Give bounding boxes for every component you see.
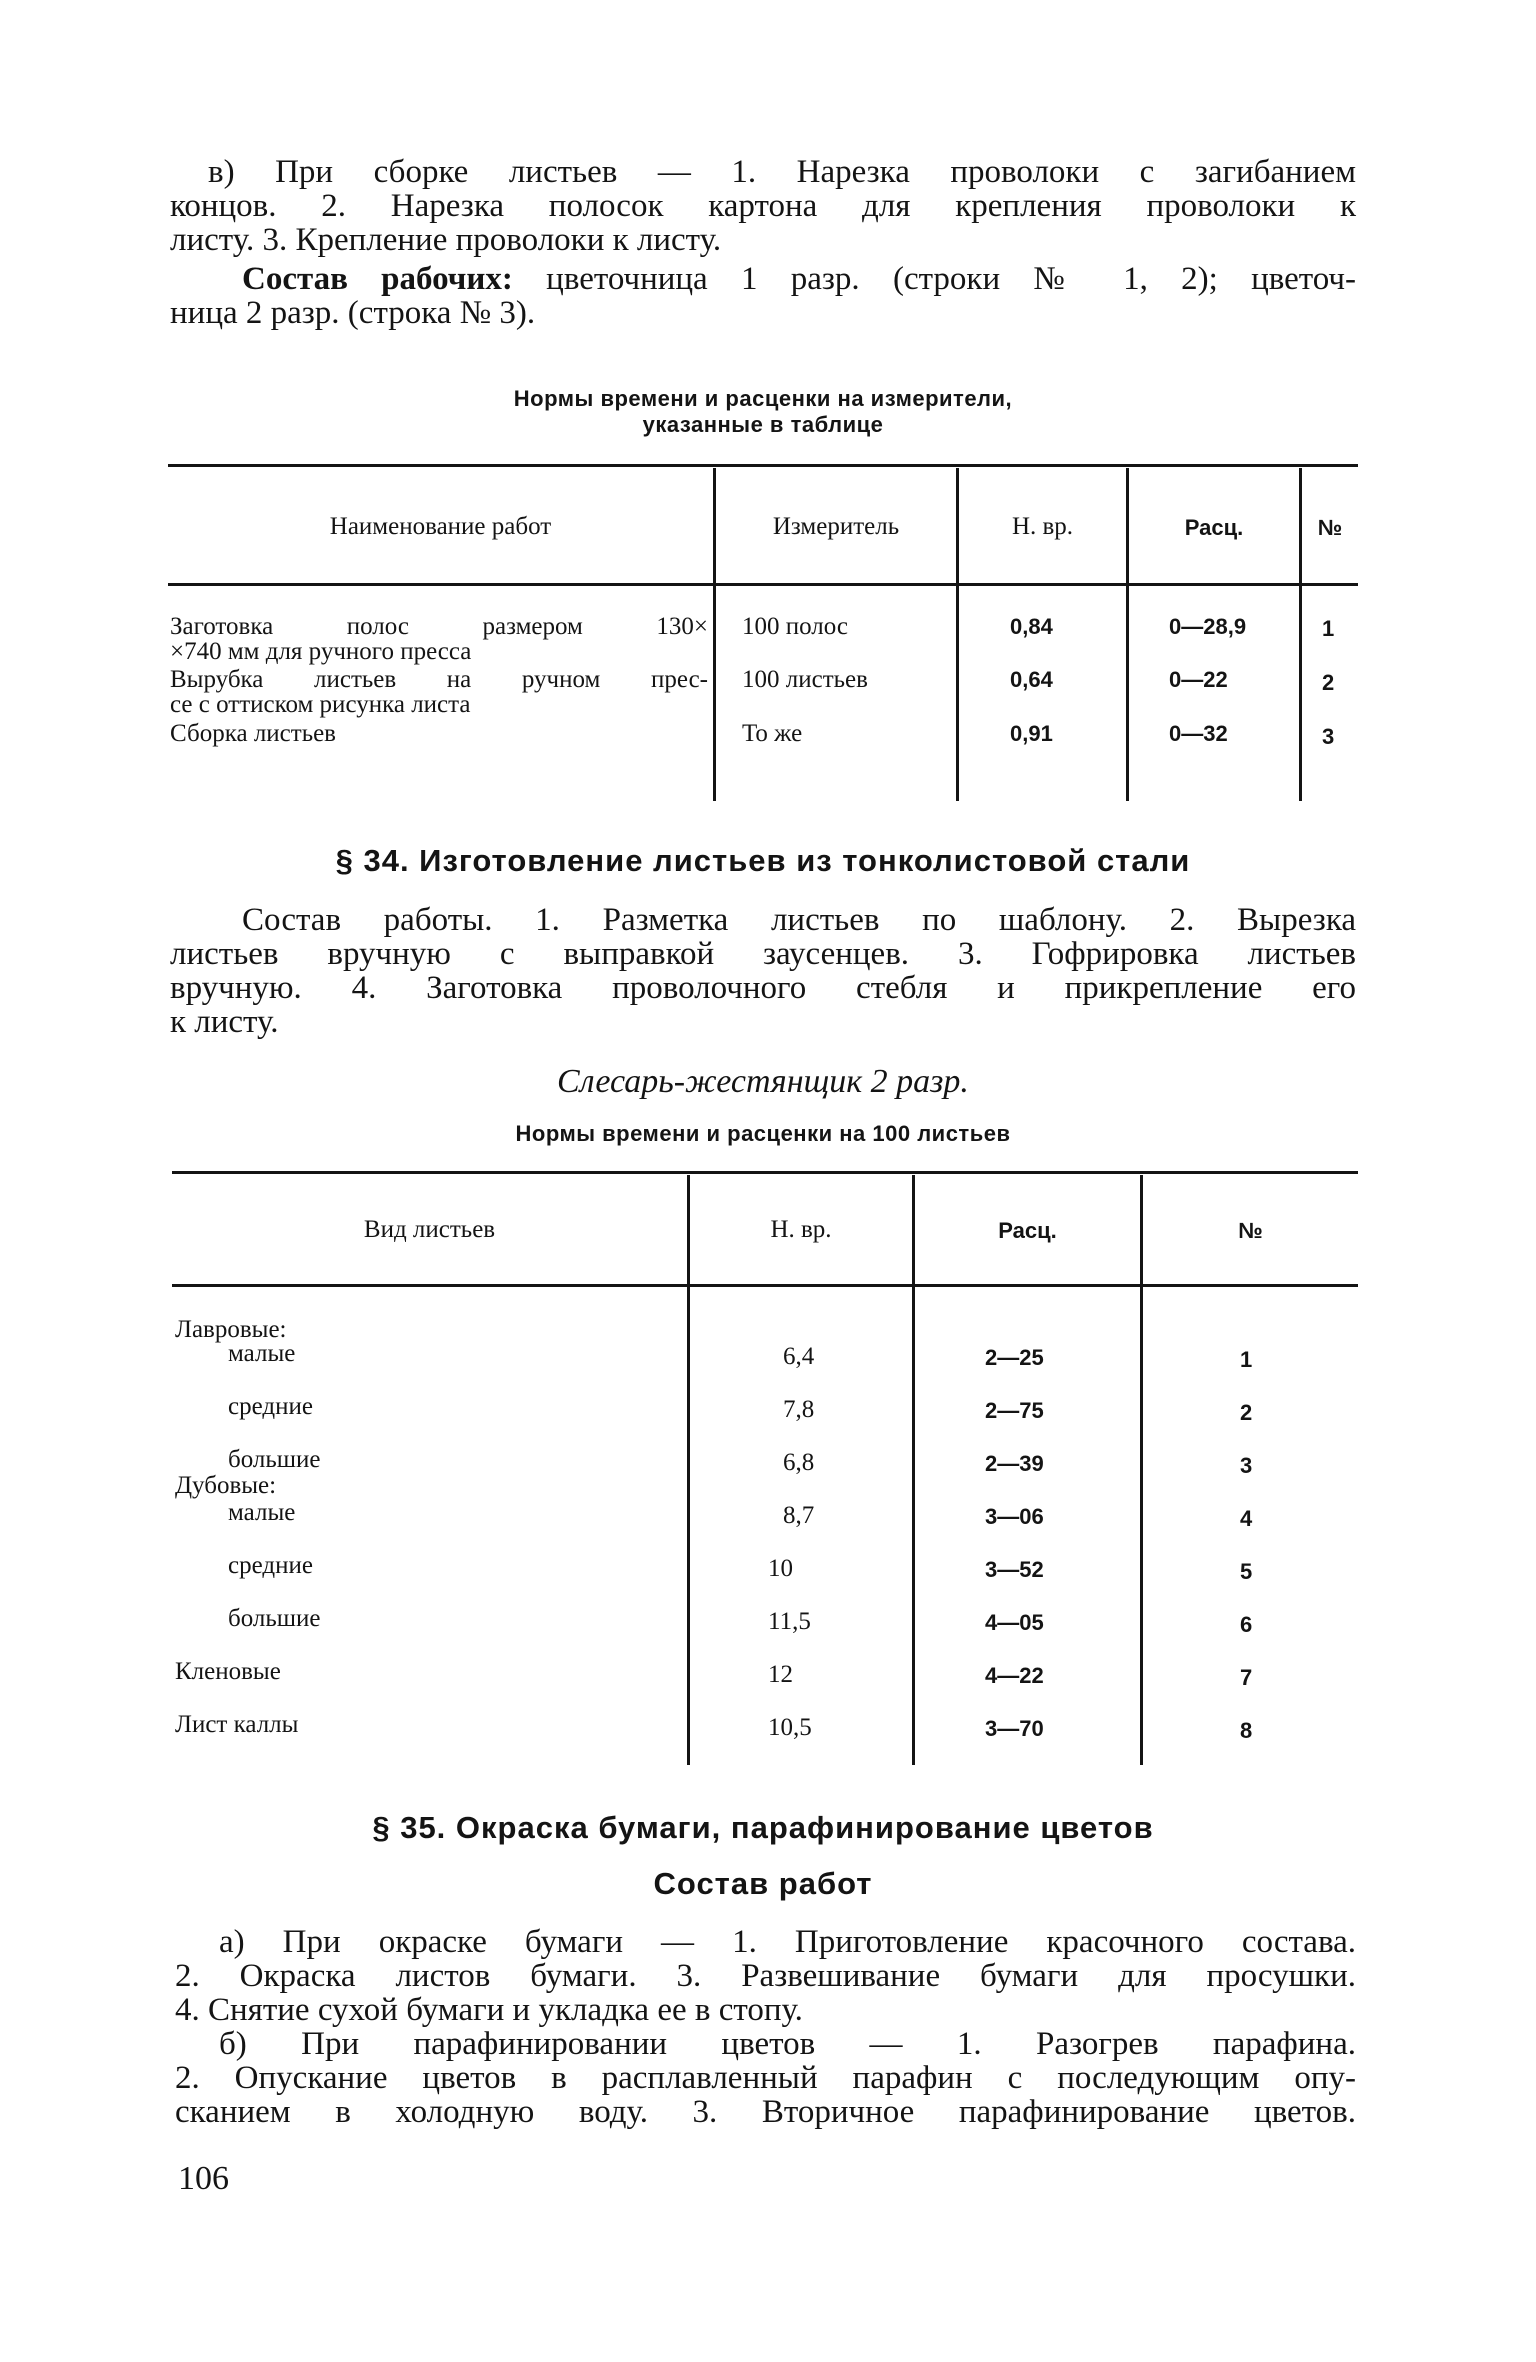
table2-caption: Нормы времени и расценки на 100 листьев [515, 1121, 1011, 1146]
section35-line-5: 2. Опускание цветов в расплавленный парафин с последующим опу- [175, 2060, 1356, 2096]
table2-header-rate: Расц. [998, 1218, 1057, 1243]
section34-line-4: к листу. [170, 1004, 279, 1040]
table2-row-rate: 4—22 [985, 1663, 1044, 1688]
table2-header-num: № [1238, 1218, 1263, 1243]
table1-header-name: Наименование работ [329, 513, 552, 540]
table2-row-norm: 11,5 [768, 1608, 811, 1635]
section34-line-3: вручную. 4. Заготовка проволочного стебля и прикрепление его [170, 970, 1356, 1006]
table2-header-rule [172, 1284, 1358, 1287]
table2-row-num: 3 [1240, 1453, 1253, 1478]
table2-header-kind: Вид листьев [363, 1216, 496, 1243]
table2-row-kind: средние [228, 1393, 313, 1420]
workers-line-2: ница 2 разр. (строка № 3). [170, 295, 536, 331]
table1-row-name-cont: се с оттиском рисунка листа [170, 691, 471, 718]
workers-text: цветочница 1 разр. (строки № 1, 2); цветоч- [546, 261, 1357, 297]
table1-header-rule [168, 583, 1358, 586]
table2-row-rate: 2—75 [985, 1398, 1044, 1423]
table1-row-norm: 0,91 [1010, 721, 1053, 746]
table2-row-norm: 6,4 [783, 1343, 815, 1370]
table2-row-rate: 2—25 [985, 1345, 1044, 1370]
intro-line-1: в) При сборке листьев — 1. Нарезка проволоки с загибанием [208, 154, 1356, 190]
table2-col-divider [687, 1175, 690, 1765]
table2-row-norm: 8,7 [783, 1502, 815, 1529]
table1-row-rate: 0—22 [1169, 667, 1228, 692]
intro-line-2: концов. 2. Нарезка полосок картона для крепления проволоки к [170, 188, 1356, 224]
section35-line-2: 2. Окраска листов бумаги. 3. Развешивание бумаги для просушки. [175, 1958, 1356, 1994]
table1-header-rate: Расц. [1184, 515, 1244, 540]
table2-row-kind: Лист каллы [175, 1711, 299, 1738]
section34-line-1: Состав работы. 1. Разметка листьев по шаблону. 2. Вырезка [242, 902, 1356, 938]
table1-caption-2: указанные в таблице [642, 412, 884, 437]
table1-header-num: № [1317, 515, 1343, 540]
table2-row-num: 7 [1240, 1665, 1253, 1690]
table2-row-kind: Кленовые [175, 1658, 281, 1685]
table1-header-unit: Измеритель [772, 513, 900, 540]
section35-line-3: 4. Снятие сухой бумаги и укладка ее в стопу. [175, 1992, 803, 2028]
table2-row-num: 1 [1240, 1347, 1253, 1372]
table2-row-norm: 12 [768, 1661, 793, 1688]
workers-label: Состав рабочих: [242, 261, 513, 297]
table2-col-divider [912, 1175, 915, 1765]
section35-line-6: сканием в холодную воду. 3. Вторичное парафинирование цветов. [175, 2094, 1356, 2130]
workers-line-1 [242, 262, 1356, 296]
table2-header-norm: Н. вр. [770, 1216, 832, 1243]
table1-row-num: 1 [1322, 616, 1335, 641]
intro-line-3: листу. 3. Крепление проволоки к листу. [170, 222, 722, 258]
table1-caption-1: Нормы времени и расценки на измерители, [513, 386, 1013, 411]
table2-row-kind: большие [228, 1605, 321, 1632]
table2-row-kind: малые [228, 1340, 296, 1367]
table2-row-rate: 3—70 [985, 1716, 1044, 1741]
table2-col-divider [1140, 1175, 1143, 1765]
table1-row-name: Вырубка листьев на ручном прес- [170, 666, 708, 693]
table2-row-norm: 7,8 [783, 1396, 815, 1423]
table2-row-rate: 2—39 [985, 1451, 1044, 1476]
section34-title: § 34. Изготовление листьев из тонколистовой стали [335, 843, 1191, 878]
table2-row-num: 2 [1240, 1400, 1253, 1425]
table2-group-oak: Дубовые: [175, 1472, 277, 1499]
table1-row-rate: 0—28,9 [1169, 614, 1247, 639]
table1-row-name: Заготовка полос размером 130× [170, 613, 708, 640]
table2-row-num: 6 [1240, 1612, 1253, 1637]
table2-row-num: 4 [1240, 1506, 1253, 1531]
page-number: 106 [178, 2160, 229, 2197]
table2-top-rule [172, 1171, 1358, 1174]
table1-row-rate: 0—32 [1169, 721, 1228, 746]
table1-header-norm: Н. вр. [1011, 513, 1074, 540]
table1-row-unit: 100 листьев [742, 666, 868, 693]
table2-row-kind: средние [228, 1552, 313, 1579]
section35-subtitle: Состав работ [653, 1866, 873, 1901]
table2-row-norm: 10 [768, 1555, 793, 1582]
table1-row-num: 2 [1322, 670, 1335, 695]
table2-group-laurel: Лавровые: [175, 1316, 287, 1343]
table2-row-norm: 6,8 [783, 1449, 815, 1476]
section35-line-4: б) При парафинировании цветов — 1. Разогрев парафина. [219, 2026, 1356, 2062]
table2-row-num: 5 [1240, 1559, 1253, 1584]
table1-top-rule [168, 464, 1358, 467]
table1-row-num: 3 [1322, 724, 1335, 749]
section35-line-1: а) При окраске бумаги — 1. Приготовление красочного состава. [219, 1924, 1356, 1960]
table1-row-name: Сборка листьев [170, 720, 336, 747]
table2-row-num: 8 [1240, 1718, 1253, 1743]
table1-row-unit: То же [742, 720, 803, 747]
section34-line-2: листьев вручную с выправкой заусенцев. 3. Гофрировка листьев [170, 936, 1356, 972]
table1-row-unit: 100 полос [742, 613, 848, 640]
table2-row-norm: 10,5 [768, 1714, 812, 1741]
table1-row-norm: 0,64 [1010, 667, 1053, 692]
section35-title: § 35. Окраска бумаги, парафинирование цветов [372, 1810, 1154, 1845]
table1-row-name-cont: ×740 мм для ручного пресса [170, 638, 472, 665]
worker-title: Слесарь-жестянщик 2 разр. [557, 1063, 969, 1100]
table2-row-rate: 4—05 [985, 1610, 1044, 1635]
table2-row-rate: 3—52 [985, 1557, 1044, 1582]
table2-row-kind: большие [228, 1446, 321, 1473]
table1-row-norm: 0,84 [1010, 614, 1053, 639]
table2-row-rate: 3—06 [985, 1504, 1044, 1529]
table2-row-kind: малые [228, 1499, 296, 1526]
